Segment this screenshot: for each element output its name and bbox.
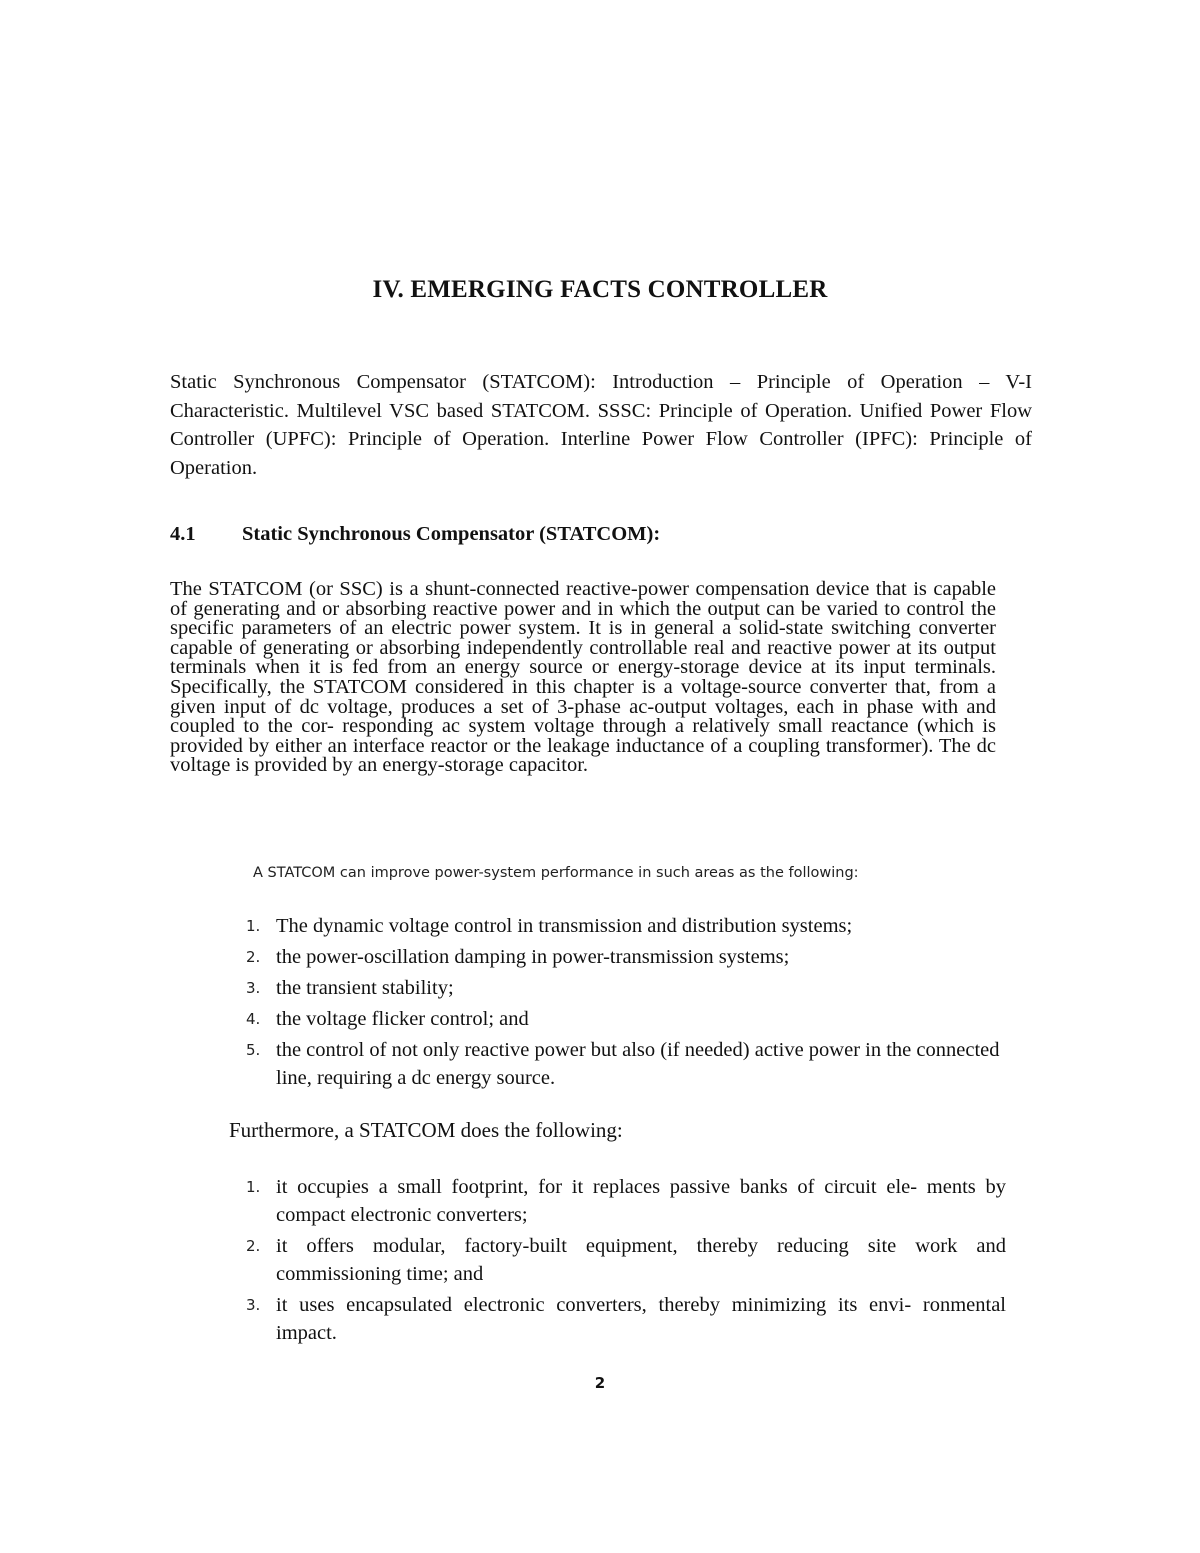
advantages-list (246, 1173, 1006, 1350)
list-number: 1. (246, 917, 261, 935)
list-text: it occupies a small footprint, for it replaces passive banks of circuit ele- ments by compact electronic converters; (276, 1176, 1006, 1226)
statcom-paragraph: The STATCOM (or SSC) is a shunt-connected reactive-power compensation device that is capable of generating and or absorbing reactive power and in which the output can be varied to control the specific parameters of an electric power system. It is in general a solid-state switching converter capable of generating or absorbing independently controllable real and reactive power at its output terminals when it is fed from an energy source or energy-storage device at its input terminals. Specifically, the STATCOM considered in this chapter is a voltage-source converter that, from a given input of dc voltage, produces a set of 3-phase ac-output voltages, each in phase with and coupled to the cor- responding ac system voltage through a relatively small reactance (which is provided by either an interface reactor or the leakage inductance of a coupling transformer). The dc voltage is provided by an energy-storage capacitor. (170, 578, 996, 777)
list-text: the voltage flicker control; and (276, 1008, 529, 1030)
list-number: 2. (246, 948, 261, 966)
list-item (246, 943, 1006, 971)
furthermore-text: Furthermore, a STATCOM does the following: (229, 1118, 623, 1142)
list-item (246, 974, 1006, 1002)
list-text: the power-oscillation damping in power-transmission systems; (276, 946, 790, 968)
list-item (246, 1291, 1006, 1347)
syllabus-text: Static Synchronous Compensator (STATCOM): Introduction – Principle of Operation – V-I Characteristic. Multilevel VSC based STATCOM. SSSC: Principle of Operation. Unified Power Flow Controller (UPFC): Principle of Operation. Interline Power Flow Controller (IPFC): Principle of Operation. (170, 371, 1032, 479)
page-number: 2 (594, 1374, 606, 1392)
section-heading (170, 523, 660, 546)
improvements-intro: A STATCOM can improve power-system performance in such areas as the following: (253, 865, 859, 881)
chapter-title: IV. EMERGING FACTS CONTROLLER (372, 276, 828, 303)
list-text: it offers modular, factory-built equipment, thereby reducing site work and commissioning time; and (276, 1235, 1006, 1285)
section-number: 4.1 (170, 523, 196, 545)
list-number: 1. (246, 1178, 261, 1196)
list-text: the control of not only reactive power but also (if needed) active power in the connected line, requiring a dc energy source. (276, 1039, 1000, 1089)
section-title: Static Synchronous Compensator (STATCOM): (242, 523, 661, 545)
list-item (246, 1232, 1006, 1288)
list-item (246, 912, 1006, 940)
improvements-list (246, 912, 1006, 1095)
list-item (246, 1036, 1006, 1092)
list-item (246, 1173, 1006, 1229)
list-number: 3. (246, 979, 261, 997)
list-text: The dynamic voltage control in transmission and distribution systems; (276, 915, 853, 937)
list-number: 5. (246, 1041, 261, 1059)
list-text: the transient stability; (276, 977, 454, 999)
list-number: 4. (246, 1010, 261, 1028)
list-number: 2. (246, 1237, 261, 1255)
list-number: 3. (246, 1296, 261, 1314)
list-item (246, 1005, 1006, 1033)
list-text: it uses encapsulated electronic converters, thereby minimizing its envi- ronmental impact. (276, 1294, 1006, 1344)
